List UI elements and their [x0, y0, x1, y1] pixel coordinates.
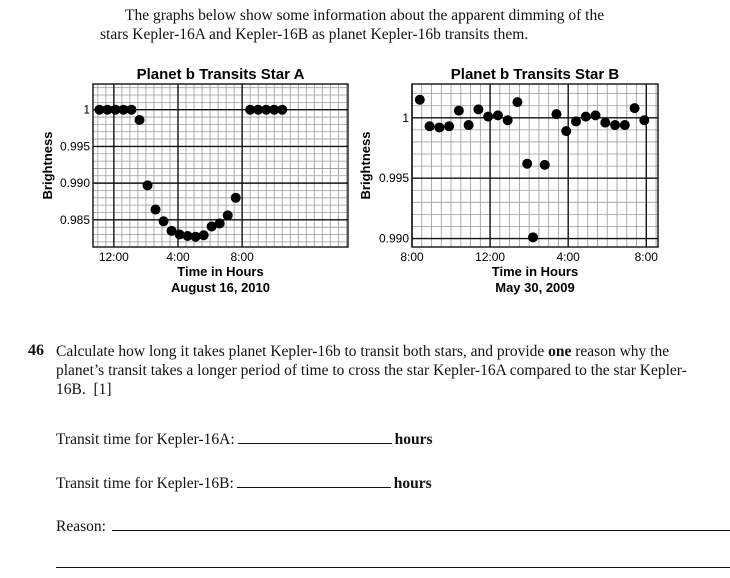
data-point: [143, 180, 153, 190]
chart-star-a: [38, 62, 358, 302]
data-point: [639, 115, 649, 125]
x-tick-label: 12:00: [98, 250, 129, 264]
data-point: [223, 210, 233, 220]
data-point: [591, 110, 601, 120]
chart-title: Planet b Transits Star A: [136, 66, 305, 83]
question-text: [56, 342, 696, 399]
data-point: [540, 160, 550, 170]
data-point: [277, 105, 287, 115]
y-tick-label: 0.990: [378, 231, 409, 246]
y-tick-label: 1: [402, 110, 409, 125]
reason-answer-line-1[interactable]: [112, 530, 730, 531]
data-point: [151, 205, 161, 215]
reason-answer-line-2[interactable]: [56, 567, 730, 568]
plot-frame: [412, 84, 658, 247]
y-tick-label: 1: [83, 102, 90, 117]
x-axis-label: Time in Hours: [177, 264, 264, 279]
question-number: 46: [28, 342, 44, 359]
data-point: [630, 103, 640, 113]
data-point: [473, 104, 483, 114]
y-axis-label: Brightness: [40, 131, 55, 200]
x-tick-label: 8:00: [400, 250, 424, 264]
y-tick-label: 0.985: [59, 212, 90, 227]
reason-label: Reason:: [56, 518, 106, 535]
transit-b-answer-blank[interactable]: [237, 473, 391, 488]
y-tick-label: 0.995: [59, 139, 90, 154]
x-tick-label: 4:00: [166, 250, 190, 264]
data-point: [503, 115, 513, 125]
question-points: [1]: [93, 381, 112, 398]
intro-line-2: stars Kepler-16A and Kepler-16B as planet Kepler-16b transits them.: [100, 26, 529, 43]
data-point: [610, 120, 620, 130]
data-point: [425, 121, 435, 131]
data-point: [493, 110, 503, 120]
x-axis-sublabel: August 16, 2010: [171, 280, 270, 295]
data-point: [522, 159, 532, 169]
data-point: [215, 219, 225, 229]
question-bold-word: one: [548, 343, 572, 360]
data-point: [444, 121, 454, 131]
chart-title: Planet b Transits Star B: [450, 66, 620, 83]
transit-b-label: Transit time for Kepler-16B:: [56, 475, 234, 492]
data-point: [571, 116, 581, 126]
data-point: [561, 126, 571, 136]
data-point: [199, 230, 209, 240]
question-text-part1: Calculate how long it takes planet Kepler-16b to transit both stars, and provide: [56, 343, 549, 360]
transit-a-answer-blank[interactable]: [238, 429, 392, 444]
transit-b-unit: hours: [393, 475, 432, 492]
data-point: [415, 95, 425, 105]
data-point: [434, 122, 444, 132]
data-point: [135, 115, 145, 125]
x-axis-label: Time in Hours: [491, 264, 579, 279]
data-point: [231, 193, 241, 203]
data-point: [620, 120, 630, 130]
data-point: [159, 216, 169, 226]
answer-row-a: [56, 429, 433, 449]
x-tick-label: 12:00: [475, 250, 506, 264]
x-tick-label: 8:00: [230, 250, 254, 264]
data-point: [528, 232, 538, 242]
data-point: [512, 97, 522, 107]
data-point: [483, 112, 493, 122]
x-tick-label: 8:00: [634, 250, 658, 264]
y-tick-label: 0.995: [378, 171, 409, 186]
y-axis-label: Brightness: [358, 131, 373, 200]
intro-text: [100, 6, 700, 44]
y-tick-label: 0.990: [59, 176, 90, 191]
transit-a-label: Transit time for Kepler-16A:: [56, 431, 235, 448]
question-text-part2: reason why the planet’s transit takes a longer period of time to cross the star Kepler-16A compared to the star Kepler-16B.: [56, 343, 687, 398]
x-axis-sublabel: May 30, 2009: [495, 280, 575, 295]
data-point: [454, 106, 464, 116]
intro-line-1: The graphs below show some information about the apparent dimming of the: [125, 7, 605, 24]
data-point: [126, 105, 136, 115]
data-point: [551, 109, 561, 119]
data-point: [581, 112, 591, 122]
chart-star-b: [356, 62, 676, 302]
data-point: [600, 118, 610, 128]
transit-a-unit: hours: [394, 431, 433, 448]
answer-row-b: [56, 473, 432, 493]
x-tick-label: 4:00: [556, 250, 580, 264]
data-point: [464, 120, 474, 130]
